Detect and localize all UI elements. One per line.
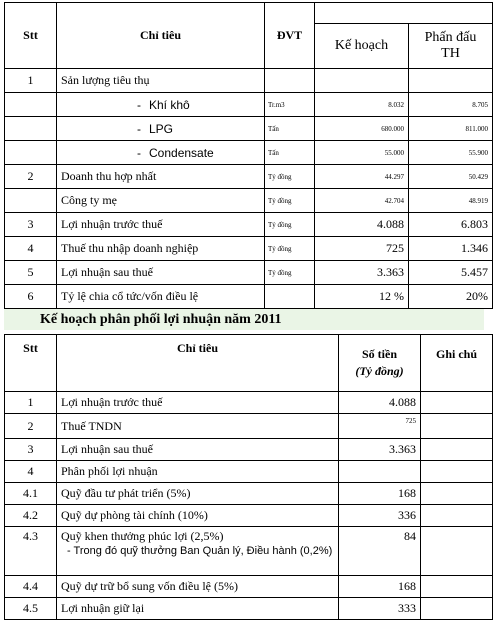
phan-dau-cell: 8.705 <box>409 93 493 117</box>
phan-dau-cell: 55.900 <box>409 141 493 165</box>
table-row <box>5 141 493 165</box>
ke-hoach-cell: 42.704 <box>315 189 409 213</box>
header-stt: Stt <box>5 335 57 392</box>
stt-cell <box>5 117 57 141</box>
chi-tieu-cell: Lợi nhuận trước thuế <box>57 213 265 237</box>
dvt-cell: Tr.m3 <box>265 93 315 117</box>
stt-cell <box>5 93 57 117</box>
table-row <box>5 461 493 483</box>
stt-cell: 2 <box>5 165 57 189</box>
header-chi-tieu: Chỉ tiêu <box>57 335 339 392</box>
chi-tieu-cell: Lợi nhuận sau thuế <box>57 261 265 285</box>
chi-tieu-cell: Phân phối lợi nhuận <box>57 461 339 483</box>
header-so-tien-line1: Số tiền <box>361 347 397 361</box>
so-tien-cell: 336 <box>339 505 421 527</box>
header-chi-tieu: Chỉ tiêu <box>57 3 265 69</box>
phan-dau-cell <box>409 69 493 93</box>
chi-tieu-label: Quỹ khen thưởng phúc lợi (2,5%) <box>61 529 224 543</box>
stt-cell: 3 <box>5 213 57 237</box>
table-row <box>5 69 493 93</box>
header-dvt: ĐVT <box>265 3 315 69</box>
phan-dau-cell: 50.429 <box>409 165 493 189</box>
phan-dau-cell: 5.457 <box>409 261 493 285</box>
header-phan-dau-line2: TH <box>441 46 460 61</box>
header-empty-cell <box>315 3 493 24</box>
ke-hoach-cell: 4.088 <box>315 213 409 237</box>
ghi-chu-cell <box>421 392 493 414</box>
table-row <box>5 189 493 213</box>
dvt-cell: Tỷ đồng <box>265 261 315 285</box>
chi-tieu-cell: Quỹ dự trữ bổ sung vốn điều lệ (5%) <box>57 576 339 598</box>
so-tien-cell <box>339 461 421 483</box>
stt-cell: 4.5 <box>5 598 57 620</box>
section-title: Kế hoạch phân phối lợi nhuận năm 2011 <box>4 309 484 330</box>
chi-tieu-cell: Doanh thu hợp nhất <box>57 165 265 189</box>
chi-tieu-cell: Lợi nhuận giữ lại <box>57 598 339 620</box>
chi-tieu-cell: Thuế TNDN <box>57 414 339 439</box>
ghi-chu-cell <box>421 414 493 439</box>
stt-cell <box>5 189 57 213</box>
ke-hoach-cell: 725 <box>315 237 409 261</box>
sales-plan-table <box>4 2 493 309</box>
table-row <box>5 598 493 620</box>
so-tien-cell: 168 <box>339 576 421 598</box>
phan-dau-cell: 1.346 <box>409 237 493 261</box>
table-row <box>5 165 493 189</box>
table-row <box>5 483 493 505</box>
dash: - <box>137 97 141 112</box>
so-tien-cell: 168 <box>339 483 421 505</box>
sub-label: Khí khô <box>149 97 190 112</box>
table-row <box>5 93 493 117</box>
sub-label: LPG <box>149 121 174 136</box>
chi-tieu-sub-label: - Trong đó quỹ thưởng Ban Quản lý, Điều hành (0,2%) <box>67 545 333 557</box>
ke-hoach-cell: 3.363 <box>315 261 409 285</box>
chi-tieu-cell <box>57 141 265 165</box>
ghi-chu-cell <box>421 576 493 598</box>
table-row <box>5 576 493 598</box>
ghi-chu-cell <box>421 527 493 576</box>
stt-cell <box>5 141 57 165</box>
stt-cell: 6 <box>5 285 57 309</box>
dvt-cell: Tỷ đồng <box>265 165 315 189</box>
table-row <box>5 261 493 285</box>
stt-cell: 5 <box>5 261 57 285</box>
dvt-cell: Tỷ đồng <box>265 189 315 213</box>
table-row <box>5 414 493 439</box>
table-row <box>5 527 493 576</box>
table-row <box>5 213 493 237</box>
so-tien-cell: 84 <box>339 527 421 576</box>
table-row <box>5 117 493 141</box>
stt-cell: 4.4 <box>5 576 57 598</box>
so-tien-cell: 4.088 <box>339 392 421 414</box>
stt-cell: 4 <box>5 461 57 483</box>
chi-tieu-cell <box>57 527 339 576</box>
chi-tieu-cell: Công ty mẹ <box>57 189 265 213</box>
dvt-cell <box>265 69 315 93</box>
dvt-cell: Tỷ đồng <box>265 213 315 237</box>
header-so-tien-line2: (Tỷ đồng) <box>355 364 404 378</box>
table-row <box>5 285 493 309</box>
ke-hoach-cell <box>315 69 409 93</box>
stt-cell: 4.3 <box>5 527 57 576</box>
ghi-chu-cell <box>421 483 493 505</box>
chi-tieu-cell <box>57 117 265 141</box>
dvt-cell <box>265 285 315 309</box>
ghi-chu-cell <box>421 598 493 620</box>
ke-hoach-cell: 12 % <box>315 285 409 309</box>
stt-cell: 3 <box>5 439 57 461</box>
header-row <box>5 3 493 24</box>
stt-cell: 4.1 <box>5 483 57 505</box>
sub-label: Condensate <box>149 145 214 160</box>
phan-dau-cell: 811.000 <box>409 117 493 141</box>
chi-tieu-cell <box>57 93 265 117</box>
ghi-chu-cell <box>421 505 493 527</box>
profit-distribution-table <box>4 334 493 620</box>
stt-cell: 2 <box>5 414 57 439</box>
ke-hoach-cell: 680.000 <box>315 117 409 141</box>
phan-dau-cell: 6.803 <box>409 213 493 237</box>
stt-cell: 1 <box>5 392 57 414</box>
header-ghi-chu: Ghi chú <box>421 335 493 392</box>
dash: - <box>137 121 141 136</box>
table-row <box>5 237 493 261</box>
dvt-cell: Tấn <box>265 117 315 141</box>
phan-dau-cell: 20% <box>409 285 493 309</box>
chi-tieu-cell: Tỷ lệ chia cổ tức/vốn điều lệ <box>57 285 265 309</box>
header-phan-dau <box>409 24 493 69</box>
ke-hoach-cell: 55.000 <box>315 141 409 165</box>
ghi-chu-cell <box>421 461 493 483</box>
chi-tieu-cell: Quỹ dự phòng tài chính (10%) <box>57 505 339 527</box>
chi-tieu-cell: Sản lượng tiêu thụ <box>57 69 265 93</box>
ghi-chu-cell <box>421 439 493 461</box>
stt-cell: 4.2 <box>5 505 57 527</box>
table-row <box>5 439 493 461</box>
header-stt: Stt <box>5 3 57 69</box>
header-ke-hoach: Kế hoạch <box>315 24 409 69</box>
chi-tieu-cell: Lợi nhuận sau thuế <box>57 439 339 461</box>
header-so-tien <box>339 335 421 392</box>
header-phan-dau-line1: Phấn đấu <box>424 30 477 45</box>
stt-cell: 1 <box>5 69 57 93</box>
header-row <box>5 335 493 392</box>
chi-tieu-cell: Lợi nhuận trước thuế <box>57 392 339 414</box>
stt-cell: 4 <box>5 237 57 261</box>
chi-tieu-cell: Thuế thu nhập doanh nghiệp <box>57 237 265 261</box>
table-row <box>5 505 493 527</box>
phan-dau-cell: 48.919 <box>409 189 493 213</box>
dvt-cell: Tỷ đồng <box>265 237 315 261</box>
so-tien-cell: 333 <box>339 598 421 620</box>
so-tien-cell: 3.363 <box>339 439 421 461</box>
ke-hoach-cell: 8.032 <box>315 93 409 117</box>
table-row <box>5 392 493 414</box>
chi-tieu-cell: Quỹ đầu tư phát triển (5%) <box>57 483 339 505</box>
dvt-cell: Tấn <box>265 141 315 165</box>
so-tien-cell: 725 <box>339 414 421 439</box>
dash: - <box>137 145 141 160</box>
ke-hoach-cell: 44.297 <box>315 165 409 189</box>
